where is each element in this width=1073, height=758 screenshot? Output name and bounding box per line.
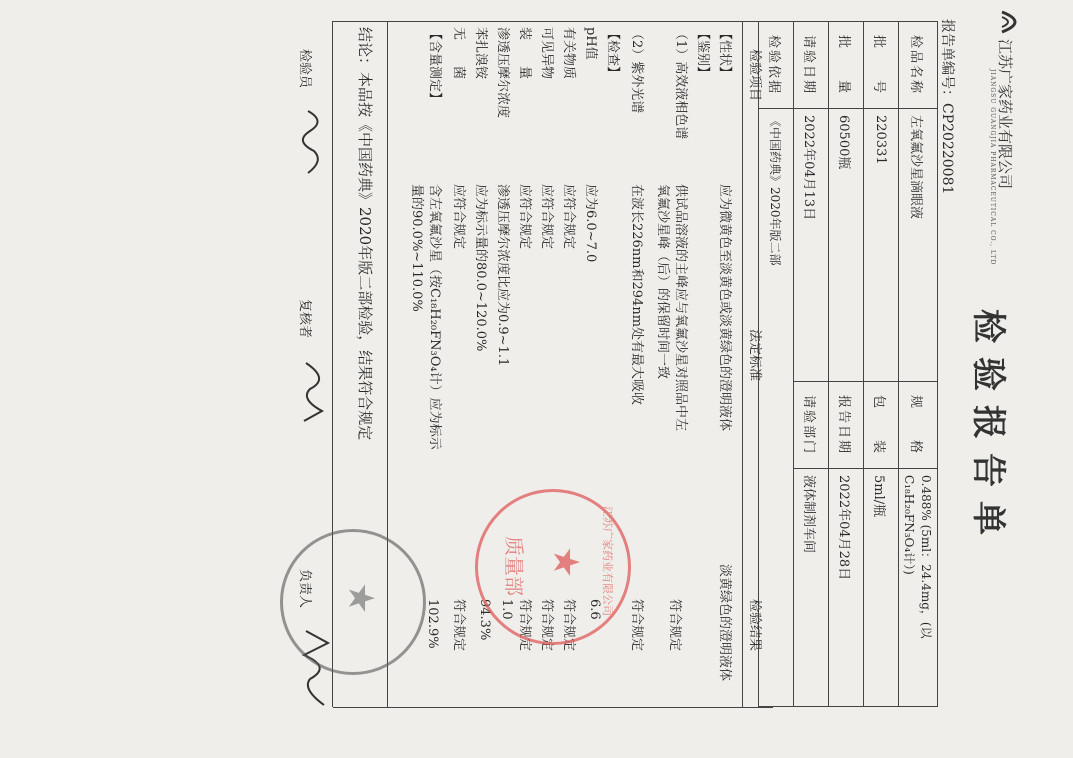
hplc-standard-1: 供试品溶液的主峰应与氧氟沙星对照品中左 — [673, 184, 688, 432]
col-item: 检验项目 — [747, 49, 762, 102]
section-identification: 【鉴别】 — [695, 27, 710, 80]
report-number-label: 报告单编号： — [939, 19, 955, 103]
reviewer-signature — [294, 359, 330, 429]
uv-result: 符合规定 — [629, 599, 644, 652]
visible-result: 符合规定 — [539, 599, 554, 652]
visible-standard: 应符合规定 — [539, 184, 554, 250]
frame-right — [333, 707, 773, 708]
conclusion-label: 结论： — [356, 27, 374, 73]
batch-no: 220331 — [864, 109, 899, 382]
inspector-label: 检验员 — [297, 49, 312, 89]
related-item: 有关物质 — [561, 27, 576, 80]
product-name: 左氧氟沙星滴眼液 — [899, 109, 938, 382]
assay-standard-2: 量的90.0%~110.0% — [409, 184, 424, 312]
sterile-item: 无 菌 — [451, 27, 466, 80]
ph-result: 6.6 — [587, 599, 602, 620]
request-date-label: 请验日期 — [794, 22, 829, 109]
faded-stamp-star-icon: ★ — [340, 582, 381, 615]
osmotic-standard: 渗透压摩尔浓度比应为0.9~1.1 — [495, 184, 510, 367]
fill-item: 装 量 — [517, 27, 532, 80]
conclusion-text: 本品按《中国药典》2020年版二部检验，结果符合规定 — [356, 72, 374, 441]
responsible-label: 负责人 — [297, 569, 312, 609]
report-date: 2022年04月28日 — [829, 469, 864, 707]
conclusion — [355, 27, 376, 440]
fill-result: 符合规定 — [517, 599, 532, 652]
ph-standard: 应为6.0~7.0 — [583, 184, 598, 263]
basis-label: 检验依据 — [759, 22, 794, 109]
company-logo-icon — [998, 9, 1024, 35]
product-name-label: 检品名称 — [899, 22, 938, 109]
bak-item: 苯扎溴铵 — [473, 27, 488, 80]
section-assay: 【含量测定】 — [427, 27, 442, 106]
page-title: 检验报告单 — [968, 309, 1008, 549]
frame-left — [333, 21, 773, 22]
bak-result: 94.3% — [477, 599, 492, 641]
appearance-result: 淡黄绿色的澄明液体 — [717, 564, 732, 682]
visible-item: 可见异物 — [539, 27, 554, 80]
assay-result: 102.9% — [425, 599, 440, 649]
spec-label: 规 格 — [899, 382, 938, 469]
col-result: 检验结果 — [747, 599, 762, 652]
osmotic-item: 渗透压摩尔浓度 — [495, 27, 510, 119]
company-name: 江苏广家药业有限公司 — [996, 39, 1014, 190]
hplc-item: （1）高效液相色谱 — [673, 27, 688, 140]
spec: 0.488% (5ml：24.4mg，(以C₁₈H₂₀FN₃O₄计）) — [899, 469, 938, 707]
osmotic-result: 1.0 — [499, 599, 514, 620]
package: 5ml/瓶 — [864, 469, 899, 707]
request-dept: 液体制剂车间 — [794, 469, 829, 707]
basis: 《中国药典》2020年版二部 — [759, 109, 794, 707]
batch-no-label: 批 号 — [864, 22, 899, 109]
batch-qty: 60500瓶 — [829, 109, 864, 382]
fill-standard: 应符合规定 — [517, 184, 532, 250]
report-number-value: CP20220081 — [939, 103, 955, 195]
info-table — [758, 21, 938, 707]
faded-stamp — [280, 529, 426, 675]
stamp-text: 质量部 — [502, 536, 526, 596]
section-check: 【检查】 — [605, 27, 620, 80]
col-standard: 法定标准 — [747, 329, 762, 382]
appearance-standard: 应为微黄色至淡黄色或淡黄绿色的澄明液体 — [717, 184, 732, 432]
rotated-document — [36, 9, 1036, 749]
stamp-ring-text: 江苏广家药业有限公司 — [601, 506, 614, 616]
hplc-standard-2: 氧氟沙星峰（后）的保留时间一致 — [655, 184, 670, 380]
package-label: 包 装 — [864, 382, 899, 469]
bak-standard: 应为标示量的80.0~120.0% — [473, 184, 488, 352]
hplc-result: 符合规定 — [667, 599, 682, 652]
uv-standard: 在波长226nm和294nm处有最大吸收 — [629, 184, 644, 406]
report-number — [938, 19, 958, 194]
related-result: 符合规定 — [561, 599, 576, 652]
section-appearance: 【性状】 — [717, 27, 732, 80]
report-date-label: 报告日期 — [829, 382, 864, 469]
request-date: 2022年04月13日 — [794, 109, 829, 382]
column-header-rule — [742, 21, 743, 707]
batch-qty-label: 批 量 — [829, 22, 864, 109]
sterile-result: 符合规定 — [451, 599, 466, 652]
sterile-standard: 应符合规定 — [451, 184, 466, 250]
request-dept-label: 请验部门 — [794, 382, 829, 469]
reviewer-label: 复核者 — [297, 299, 312, 339]
inspector-signature — [294, 109, 328, 179]
stamp-star-icon: ★ — [545, 546, 586, 579]
assay-standard-1: 含左氧氟沙星（按C₁₈H₂₀FN₃O₄计）应为标示 — [427, 184, 442, 450]
quality-stamp — [475, 489, 631, 645]
ph-item: pH值 — [583, 27, 598, 60]
company-name-en: JIANGSU GUANGJIA PHARMACEUTICAL CO., LTD — [989, 69, 996, 266]
uv-item: （2）紫外光谱 — [629, 27, 644, 114]
related-standard: 应符合规定 — [561, 184, 576, 250]
